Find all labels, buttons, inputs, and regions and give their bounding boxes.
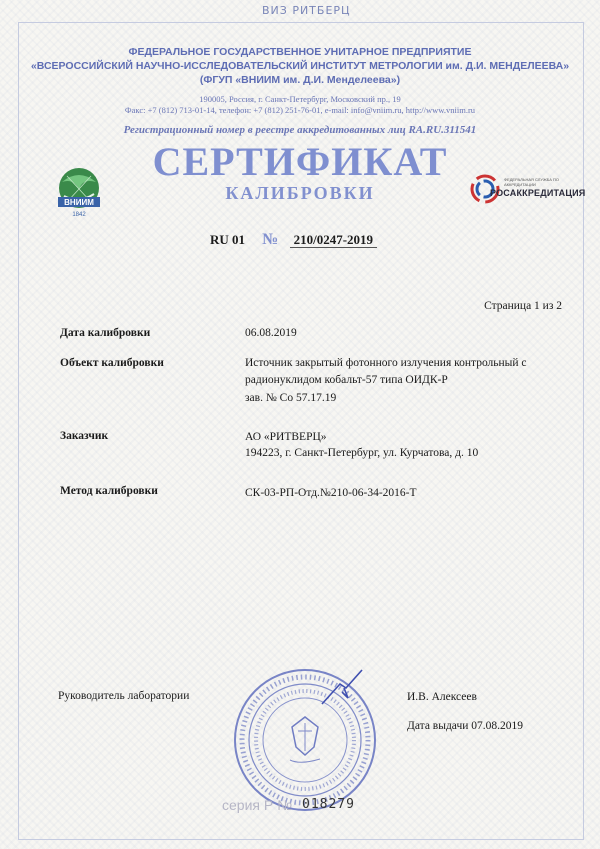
certificate-prefix: RU 01 [210, 232, 246, 247]
org-address: 190005, Россия, г. Санкт-Петербург, Московский пр., 19 [199, 94, 401, 104]
object-value-line2: радионуклидом кобальт-57 типа ОИДК-Р [245, 374, 448, 386]
vniim-logo [52, 164, 106, 224]
customer-address: 194223, г. Санкт-Петербург, ул. Курчатова, д. 10 [245, 447, 479, 459]
object-value-line1: Источник закрытый фотонного излучения контрольный с [245, 357, 527, 369]
document-title: СЕРТИФИКАТ [152, 139, 448, 184]
date-value: 06.08.2019 [245, 327, 297, 339]
signatory-role: Руководитель лаборатории [58, 690, 190, 702]
page-info: Страница 1 из 2 [484, 300, 562, 312]
customer-label: Заказчик [60, 430, 109, 442]
certificate-number [210, 231, 377, 249]
vniim-logo-year: 1842 [72, 212, 86, 218]
certificate-number-value: 210/0247-2019 [290, 232, 377, 248]
form-serial-number: 018279 [302, 797, 355, 812]
rosaccreditation-logo [470, 168, 586, 210]
registry-number: Регистрационный номер в реестре аккредитованных лиц RA.RU.311541 [123, 124, 477, 136]
object-label: Объект калибровки [60, 357, 164, 369]
date-label: Дата калибровки [60, 327, 151, 339]
number-sign: № [262, 231, 279, 248]
vniim-logo-text: ВНИИМ [64, 198, 94, 207]
form-series-label: серия Р № [222, 797, 293, 813]
method-label: Метод калибровки [60, 485, 158, 497]
signatory-name: И.В. Алексеев [407, 691, 477, 703]
issue-date: Дата выдачи 07.08.2019 [407, 720, 524, 732]
signature-mark [318, 668, 368, 708]
method-value: СК-03-РП-Отд.№210-06-34-2016-Т [245, 487, 417, 499]
org-name-line2: «ВСЕРОССИЙСКИЙ НАУЧНО-ИССЛЕДОВАТЕЛЬСКИЙ ИНСТИТУТ МЕТРОЛОГИИ им. Д.И. МЕНДЕЛЕЕВА» [30, 60, 570, 72]
rosaccreditation-text: РОСАККРЕДИТАЦИЯ [490, 188, 586, 198]
handwritten-note: ВИЗ РИТБЕРЦ [262, 4, 351, 17]
object-serial: зав. № Co 57.17.19 [245, 392, 337, 404]
org-contacts: Факс: +7 (812) 713-01-14, телефон: +7 (812) 251-76-01, e-mail: info@vniim.ru, http://www.vniim.ru [124, 105, 476, 115]
rosaccreditation-small-text: ФЕДЕРАЛЬНАЯ СЛУЖБА ПО АККРЕДИТАЦИИ [504, 177, 559, 187]
org-name-line1: ФЕДЕРАЛЬНОЕ ГОСУДАРСТВЕННОЕ УНИТАРНОЕ ПРЕДПРИЯТИЕ [128, 46, 472, 58]
org-name-line3: (ФГУП «ВНИИМ им. Д.И. Менделеева») [199, 74, 401, 86]
document-subtitle: КАЛИБРОВКИ [225, 183, 375, 203]
customer-name: АО «РИТВЕРЦ» [245, 431, 327, 443]
